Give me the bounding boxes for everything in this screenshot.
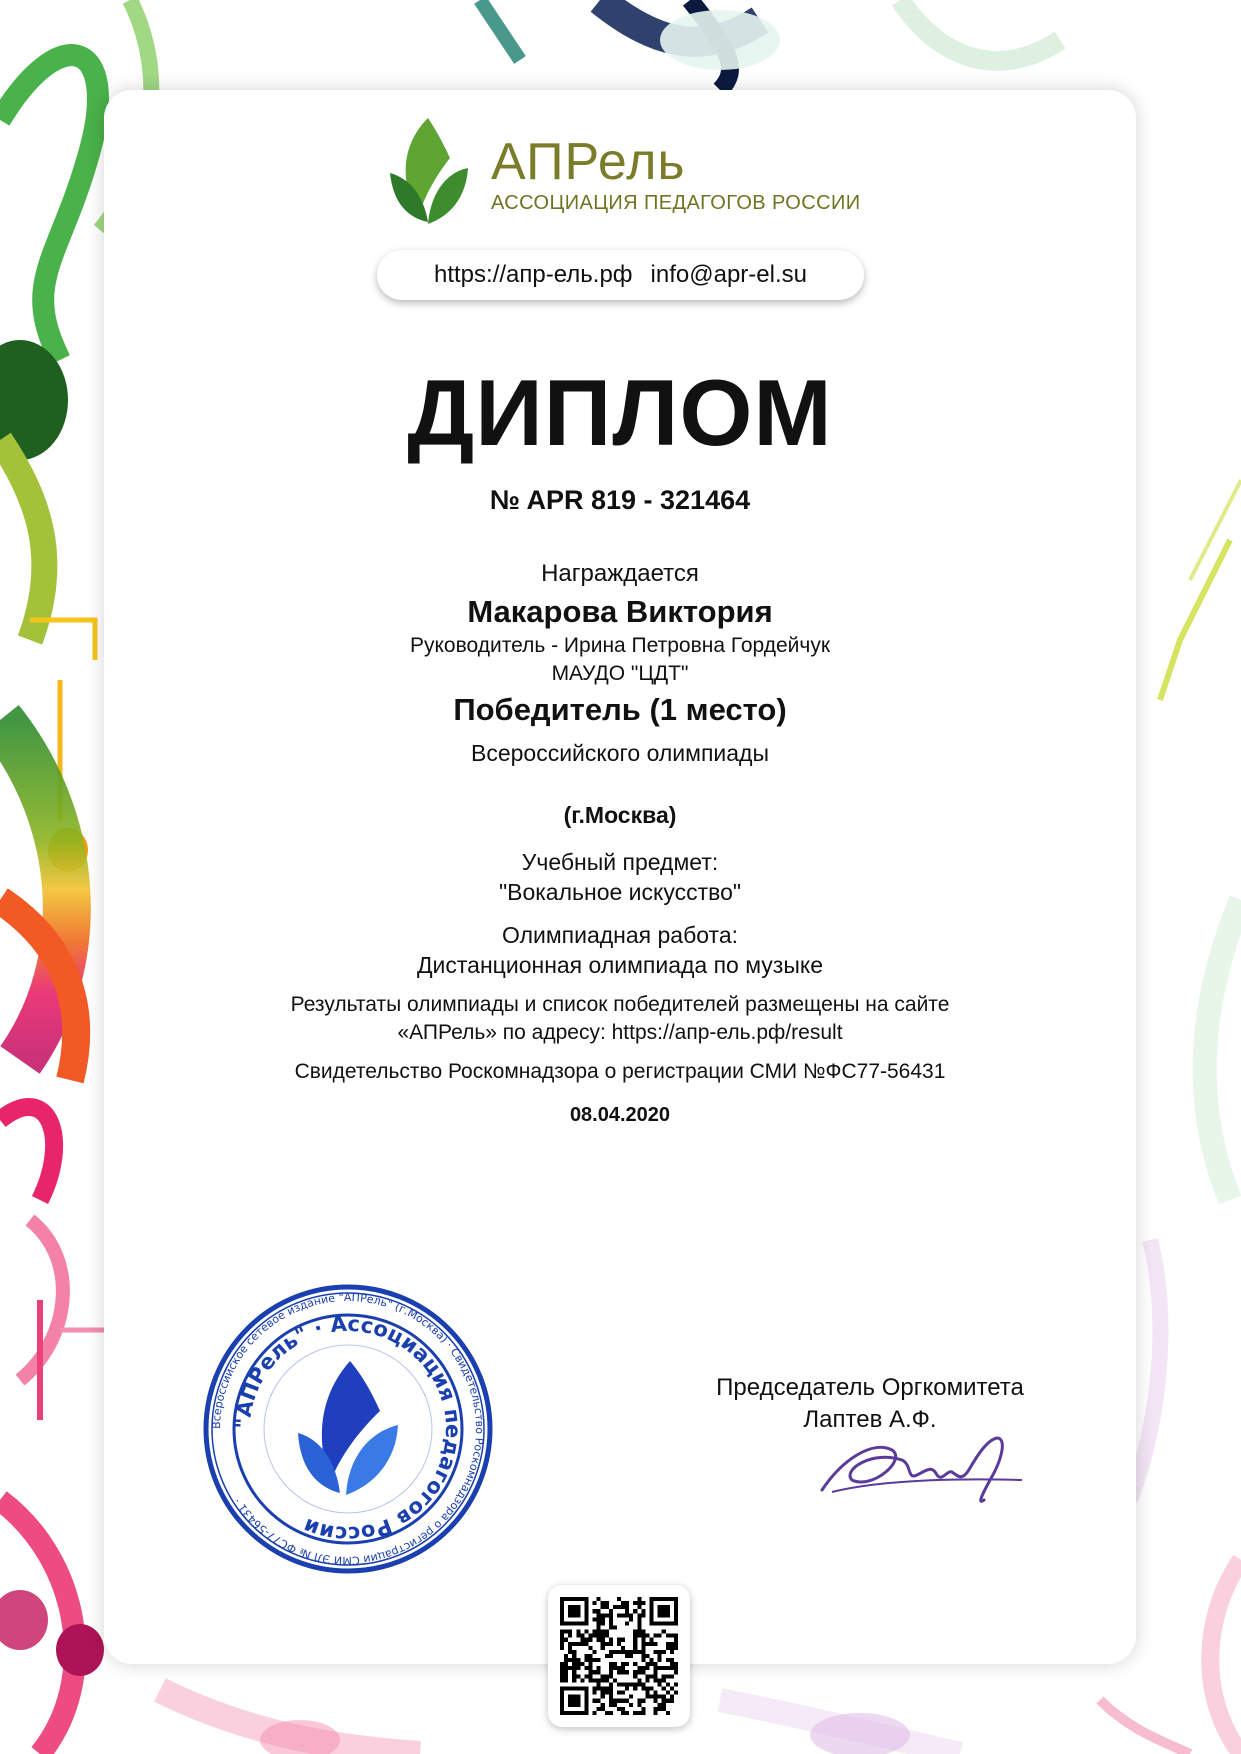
signatory-name: Лаптев А.Ф. bbox=[803, 1406, 937, 1433]
awarded-label: Награждается bbox=[541, 560, 699, 587]
subject-label: Учебный предмет: bbox=[521, 849, 719, 875]
qr-code-frame bbox=[548, 1585, 690, 1727]
place-award: Победитель (1 место) bbox=[453, 692, 787, 727]
recipient-name: Макарова Виктория bbox=[467, 594, 773, 629]
logo-title: АПРель bbox=[491, 133, 686, 191]
website-link[interactable]: https://апр-ель.рф bbox=[434, 261, 633, 288]
work-value: Дистанционная олимпиада по музыке bbox=[416, 952, 823, 978]
apr-logo bbox=[388, 118, 861, 233]
issue-date: 08.04.2020 bbox=[569, 1104, 671, 1126]
city: (г.Москва) bbox=[563, 802, 677, 828]
work-label: Олимпиадная работа: bbox=[501, 922, 739, 948]
results-line-2: «АПРель» по адресу: https://апр-ель.рф/result bbox=[397, 1021, 843, 1044]
association-stamp bbox=[202, 1283, 494, 1575]
svg-text:"АПРель" · Ассоциация педагого: "АПРель" · Ассоциация педагогов России bbox=[230, 1311, 466, 1547]
logo-subtitle: АССОЦИАЦИЯ ПЕДАГОГОВ РОССИИ bbox=[491, 192, 861, 214]
event-name: Всероссийского олимпиады bbox=[470, 740, 769, 766]
signature-image bbox=[812, 1420, 1032, 1510]
diploma-title: ДИПЛОМ bbox=[407, 360, 833, 465]
organization: МАУДО "ЦДТ" bbox=[551, 662, 689, 685]
leaf-logo-icon bbox=[388, 118, 470, 228]
leader-line: Руководитель - Ирина Петровна Гордейчук bbox=[409, 634, 831, 657]
stamp-leaf-icon bbox=[298, 1361, 398, 1495]
svg-text:Всероссийское сетевое издание: Всероссийское сетевое издание "АПРель" (г.Москва) · Свидетельство Роскомнадзора о регистрации СМИ ЭЛ № ФС77-56431 · bbox=[209, 1290, 487, 1568]
certificate-line: Свидетельство Роскомнадзора о регистрации СМИ №ФС77-56431 bbox=[294, 1060, 946, 1083]
email-link[interactable]: info@apr-el.su bbox=[650, 261, 807, 288]
signatory-position: Председатель Оргкомитета bbox=[716, 1374, 1024, 1401]
contact-pill bbox=[377, 250, 864, 300]
diploma-number: № APR 819 - 321464 bbox=[489, 485, 751, 515]
qr-code-icon[interactable] bbox=[560, 1597, 678, 1715]
subject-value: "Вокальное искусство" bbox=[498, 879, 742, 905]
results-line-1: Результаты олимпиады и список победителей размещены на сайте bbox=[290, 993, 950, 1016]
